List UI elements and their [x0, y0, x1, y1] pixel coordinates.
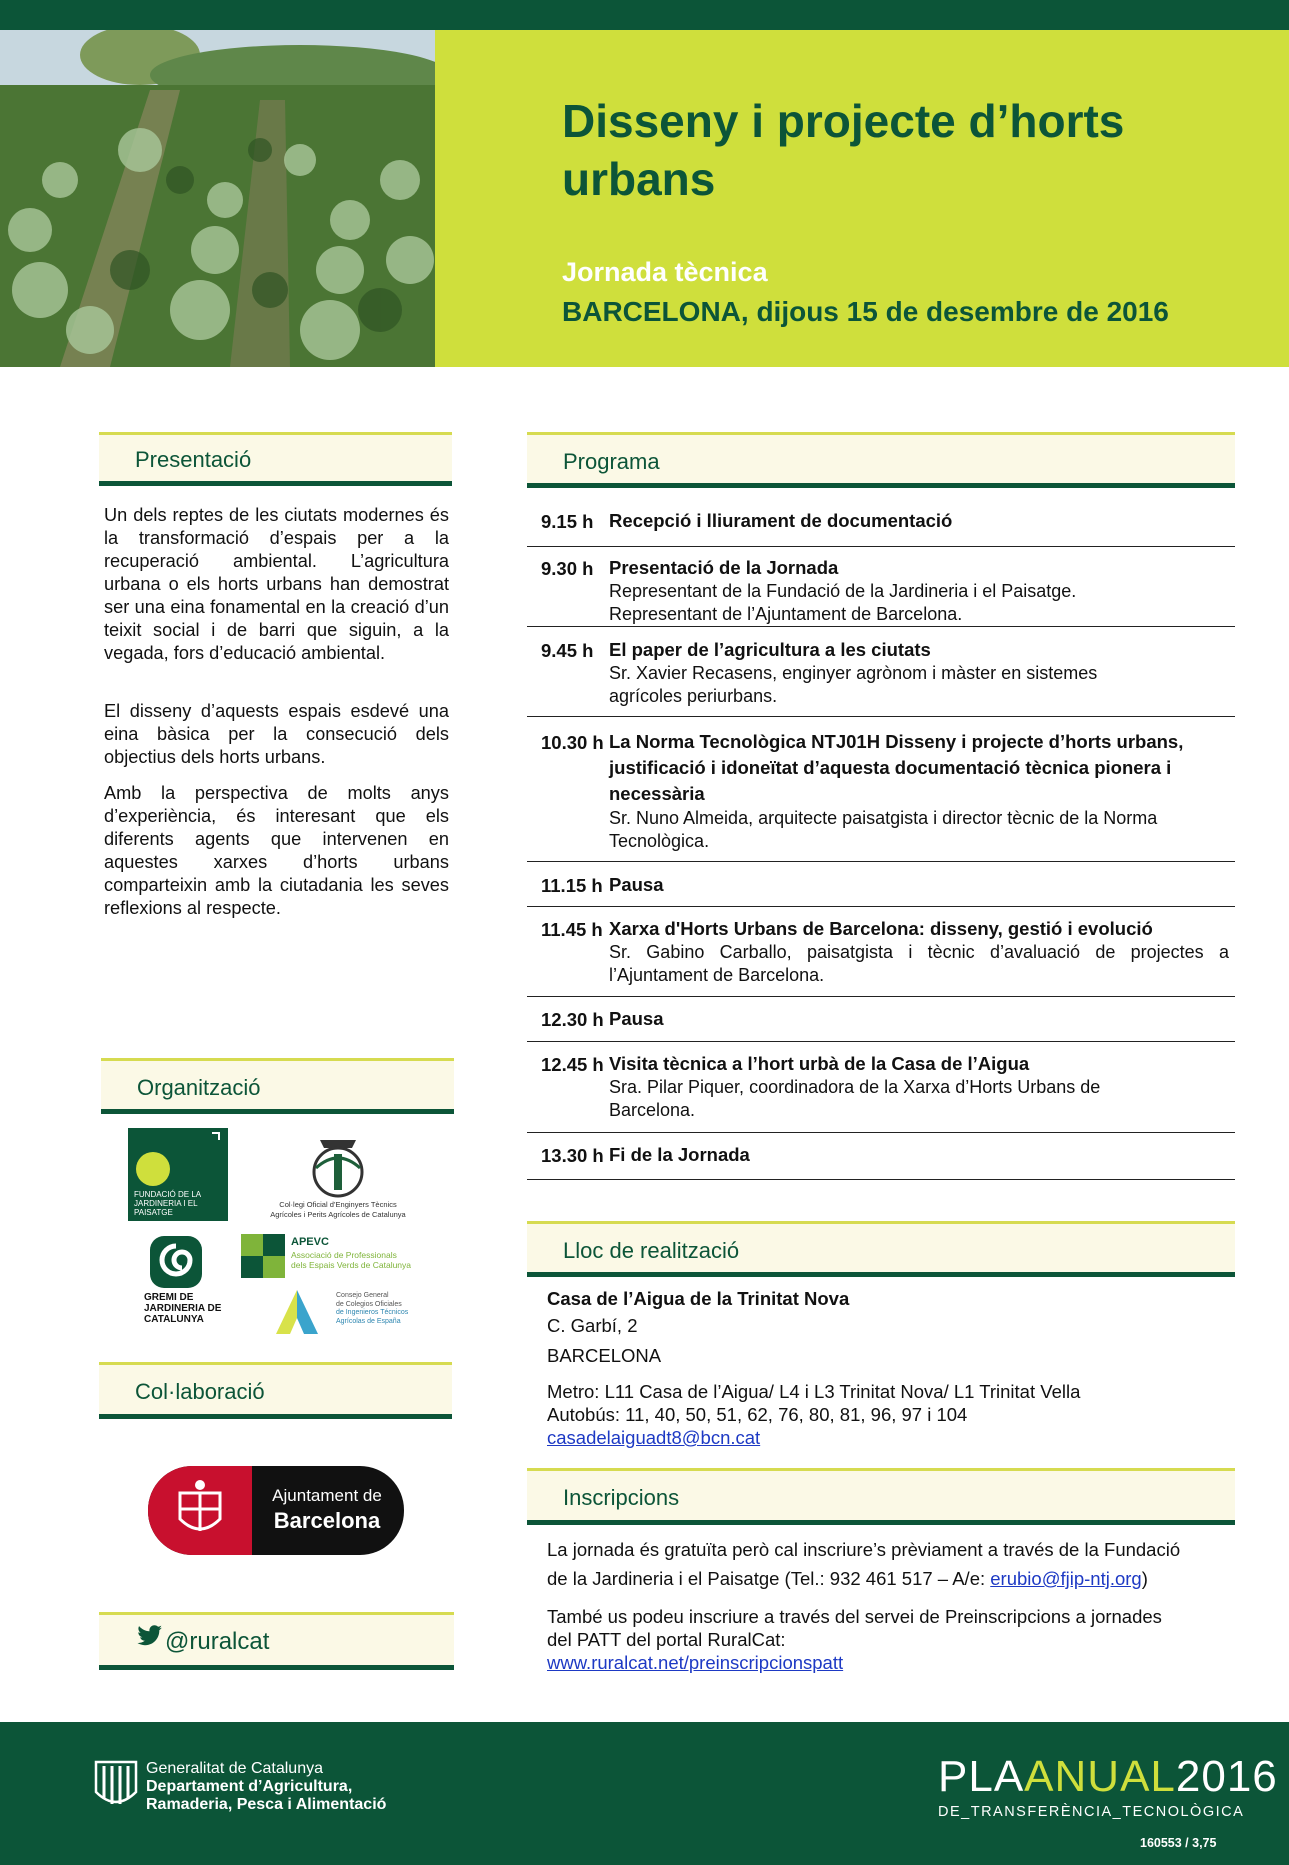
pla-anual-subtitle: DE_TRANSFERÈNCIA_TECNOLÒGICA	[938, 1804, 1245, 1820]
programa-item: 9.30 h Presentació de la Jornada Representant de la Fundació de la Jardineria i el Paisatge. Representant de l’Ajuntament de Barcelona.	[527, 547, 1235, 627]
ruralcat-link[interactable]: www.ruralcat.net/preinscripcionspatt	[547, 1652, 844, 1673]
programa-heading: Programa	[527, 432, 1235, 488]
presentacio-heading: Presentació	[99, 432, 452, 486]
inscripcions-email-link[interactable]: erubio@fjip-ntj.org	[990, 1568, 1142, 1589]
programa-item: 9.15 h Recepció i lliurament de documentació	[527, 488, 1235, 547]
inscripcions-line-4: del PATT del portal RuralCat:	[547, 1629, 786, 1650]
department-name-2: Ramaderia, Pesca i Alimentació	[146, 1796, 387, 1813]
tree-icon	[136, 1152, 170, 1186]
top-bar	[0, 0, 1289, 30]
arrow-icon	[212, 1132, 220, 1140]
event-date: BARCELONA, dijous 15 de desembre de 2016	[562, 296, 1169, 327]
ajuntament-barcelona-logo: Ajuntament de Barcelona	[148, 1466, 404, 1555]
generalitat-name: Generalitat de Catalunya	[146, 1760, 323, 1777]
inscripcions-line-1: La jornada és gratuïta però cal inscriure’s prèviament a través de la Fundació	[547, 1539, 1181, 1560]
venue-name: Casa de l’Aigua de la Trinitat Nova	[547, 1288, 850, 1309]
programa-item: 9.45 h El paper de l’agricultura a les ciutats Sr. Xavier Recasens, enginyer agrònom i màster en sistemes agrícoles periurbans.	[527, 627, 1235, 717]
programa-list	[527, 488, 1235, 1192]
consejo-ingenieros-logo: Consejo General de Colegios Oficiales de Ingenieros Técnicos Agrícolas de España	[272, 1288, 432, 1338]
generalitat-logo-icon	[94, 1760, 138, 1812]
document-code: 160553 / 3,75	[1140, 1836, 1217, 1850]
event-type: Jornada tècnica	[562, 257, 768, 287]
lloc-heading: Lloc de realització	[527, 1221, 1235, 1277]
programa-item: 12.45 h Visita tècnica a l’hort urbà de la Casa de l’Aigua Sra. Pilar Piquer, coordinadora de la Xarxa d’Horts Urbans de Barcelona.	[527, 1042, 1235, 1133]
presentacio-paragraph-1: Un dels reptes de les ciutats modernes és la transformació d’espais per a la recuperació ambiental. L’agricultura urbana o els horts urbans han demostrat ser una eina fonamental en la creació d’un teixit social i de barri que siguin, a la vegada, fors d’educació ambiental.	[104, 505, 449, 663]
gremi-jardineria-logo: GREMI DE JARDINERIA DE CATALUNYA	[140, 1232, 230, 1332]
presentacio-paragraph-3: Amb la perspectiva de molts anys d’experiència, és interesant que els diferents agents que intervenen en aquestes xarxes d’horts urbans comparteixin amb la ciutadania les seves reflexions al respecte.	[104, 783, 449, 918]
department-name-1: Departament d’Agricultura,	[146, 1778, 353, 1795]
vegetable-garden-photo	[0, 30, 435, 367]
programa-item: 11.45 h Xarxa d'Horts Urbans de Barcelona: disseny, gestió i evolució Sr. Gabino Carballo, paisatgista i tècnic d’avaluació de projectes a l’Ajuntament de Barcelona.	[527, 907, 1235, 997]
page-title: Disseny i projecte d’horts urbans	[562, 95, 1125, 205]
collaboracio-heading: Col·laboració	[99, 1362, 452, 1419]
venue-city: BARCELONA	[547, 1345, 662, 1366]
programa-item: 11.15 h Pausa	[527, 862, 1235, 907]
twitter-handle[interactable]: @ruralcat	[165, 1628, 270, 1655]
venue-street: C. Garbí, 2	[547, 1315, 638, 1336]
collegi-enginyers-logo: Col·legi Oficial d’Enginyers Tècnics Agrícoles i Perits Agrícoles de Catalunya	[258, 1128, 418, 1223]
programa-item: 12.30 h Pausa	[527, 997, 1235, 1042]
venue-bus: Autobús: 11, 40, 50, 51, 62, 76, 80, 81, 96, 97 i 104	[547, 1404, 968, 1425]
programa-item: 13.30 h Fi de la Jornada	[527, 1133, 1235, 1180]
inscripcions-line-3: També us podeu inscriure a través del servei de Preinscripcions a jornades	[547, 1606, 1162, 1627]
fundacio-jardineria-logo: FUNDACIÓ DE LA JARDINERIA I EL PAISATGE	[128, 1128, 228, 1221]
organitzacio-heading: Organització	[101, 1058, 454, 1114]
footer	[0, 1722, 1289, 1865]
inscripcions-heading: Inscripcions	[527, 1468, 1235, 1525]
presentacio-paragraph-2: El disseny d’aquests espais esdevé una eina bàsica per la consecució dels objectius dels horts urbans.	[104, 701, 449, 767]
programa-item: 10.30 h La Norma Tecnològica NTJ01H Disseny i projecte d’horts urbans, justificació i idoneïtat d’aquesta documentació tècnica pionera i necessària Sr. Nuno Almeida, arquitecte paisatgista i director tècnic de la Norma Tecnològica.	[527, 717, 1235, 862]
apevc-logo: APEVC Associació de Professionals dels Espais Verds de Catalunya	[241, 1232, 431, 1280]
pla-anual-logo: PLAANUAL2016	[938, 1752, 1278, 1801]
venue-email-link[interactable]: casadelaiguadt8@bcn.cat	[547, 1427, 761, 1448]
twitter-icon	[137, 1625, 163, 1647]
social-box	[99, 1612, 454, 1670]
inscripcions-line-2: de la Jardineria i el Paisatge (Tel.: 932 461 517 – A/e: erubio@fjip-ntj.org)	[547, 1568, 1148, 1589]
venue-metro: Metro: L11 Casa de l’Aigua/ L4 i L3 Trinitat Nova/ L1 Trinitat Vella	[547, 1381, 1081, 1402]
